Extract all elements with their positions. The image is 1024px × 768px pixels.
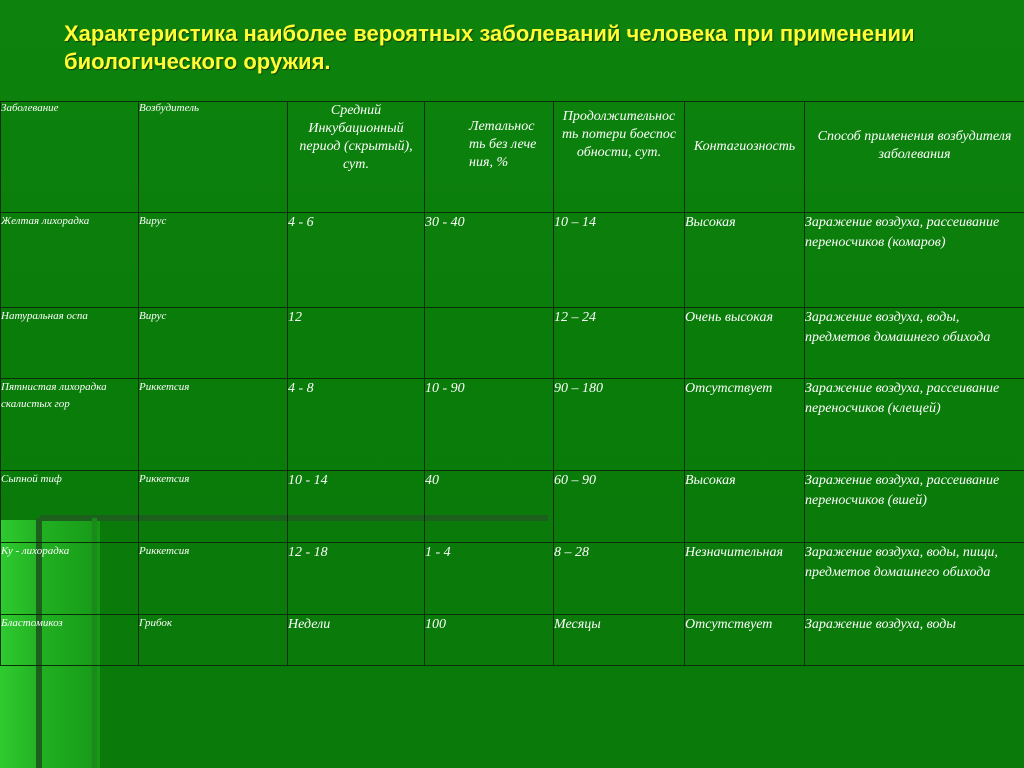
slide-title: Характеристика наиболее вероятных заболеваний человека при применении биологического оружия.	[64, 21, 915, 74]
cell-incubation: Недели	[288, 615, 425, 666]
cell-incubation: 12 - 18	[288, 543, 425, 615]
cell-agent: Риккетсия	[139, 471, 288, 543]
table-row	[1, 471, 1024, 543]
table-row	[1, 543, 1024, 615]
cell-disease: Бластомикоз	[1, 615, 139, 666]
cell-duration: 8 – 28	[554, 543, 685, 615]
cell-contagion: Очень высокая	[685, 308, 805, 379]
cell-disease: Желтая лихорадка	[1, 213, 139, 308]
cell-agent: Риккетсия	[139, 379, 288, 471]
disease-table	[0, 101, 1024, 666]
table-row	[1, 615, 1024, 666]
header-lethality: Летальность без лечения, %	[425, 102, 554, 213]
cell-lethality: 1 - 4	[425, 543, 554, 615]
cell-duration: 10 – 14	[554, 213, 685, 308]
cell-method: Заражение воздуха, рассеивание переносчиков (комаров)	[805, 213, 1024, 308]
cell-incubation: 12	[288, 308, 425, 379]
cell-incubation: 4 - 6	[288, 213, 425, 308]
cell-method: Заражение воздуха, воды, предметов домашнего обихода	[805, 308, 1024, 379]
cell-lethality: 40	[425, 471, 554, 543]
cell-incubation: 10 - 14	[288, 471, 425, 543]
cell-lethality	[425, 308, 554, 379]
header-method: Способ применения возбудителя заболевания	[805, 102, 1024, 213]
cell-duration: 90 – 180	[554, 379, 685, 471]
cell-method: Заражение воздуха, рассеивание переносчиков (клещей)	[805, 379, 1024, 471]
cell-lethality: 10 - 90	[425, 379, 554, 471]
cell-duration: 60 – 90	[554, 471, 685, 543]
table-row	[1, 379, 1024, 471]
cell-method: Заражение воздуха, рассеивание переносчиков (вшей)	[805, 471, 1024, 543]
table-row	[1, 308, 1024, 379]
cell-disease: Ку - лихорадка	[1, 543, 139, 615]
cell-contagion: Незначительная	[685, 543, 805, 615]
table-row	[1, 213, 1024, 308]
cell-contagion: Высокая	[685, 213, 805, 308]
cell-agent: Грибок	[139, 615, 288, 666]
header-duration: Продолжительность потери боеспособности, сут.	[554, 102, 685, 213]
header-disease: Заболевание	[1, 102, 139, 213]
cell-agent: Вирус	[139, 308, 288, 379]
header-incubation: Средний Инкубационный период (скрытый), сут.	[288, 102, 425, 213]
cell-disease: Сыпной тиф	[1, 471, 139, 543]
cell-agent: Вирус	[139, 213, 288, 308]
cell-disease: Натуральная оспа	[1, 308, 139, 379]
cell-disease: Пятнистая лихорадка скалистых гор	[1, 379, 139, 471]
header-contagion: Контагиозность	[685, 102, 805, 213]
cell-agent: Риккетсия	[139, 543, 288, 615]
header-agent: Возбудитель	[139, 102, 288, 213]
cell-duration: Месяцы	[554, 615, 685, 666]
cell-lethality: 100	[425, 615, 554, 666]
cell-method: Заражение воздуха, воды	[805, 615, 1024, 666]
cell-contagion: Высокая	[685, 471, 805, 543]
header-row	[1, 102, 1024, 213]
cell-duration: 12 – 24	[554, 308, 685, 379]
cell-lethality: 30 - 40	[425, 213, 554, 308]
cell-method: Заражение воздуха, воды, пищи, предметов домашнего обихода	[805, 543, 1024, 615]
cell-incubation: 4 - 8	[288, 379, 425, 471]
cell-contagion: Отсутствует	[685, 615, 805, 666]
cell-contagion: Отсутствует	[685, 379, 805, 471]
